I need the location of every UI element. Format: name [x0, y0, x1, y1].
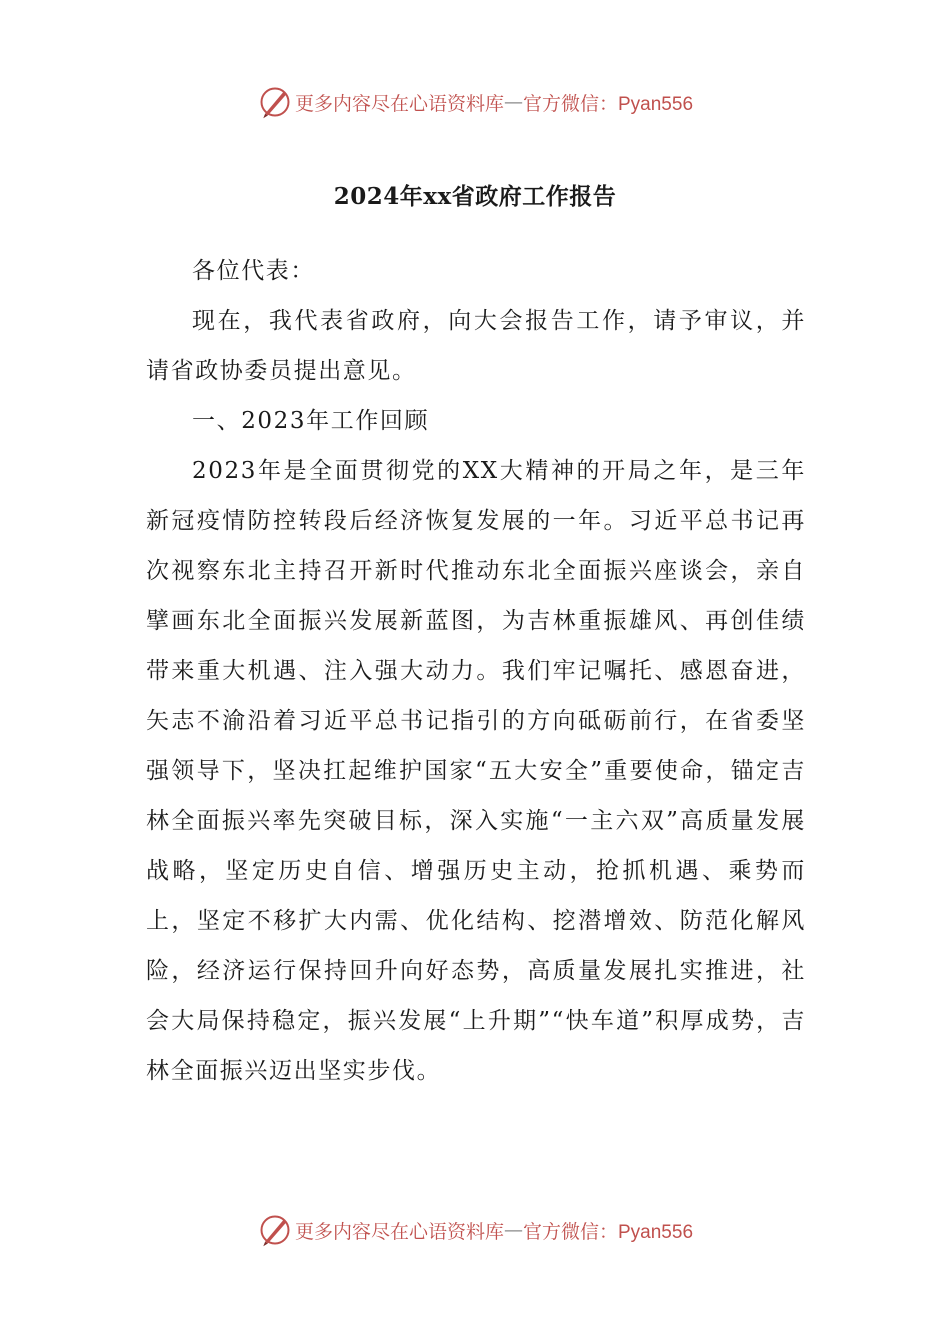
footer-watermark: [0, 1212, 950, 1248]
document-body: [146, 246, 806, 1096]
watermark-contact: 官方微信：Pyan556: [523, 1221, 694, 1243]
section-heading: 一、2023年工作回顾: [192, 408, 430, 434]
watermark-contact: 官方微信：Pyan556: [523, 93, 694, 115]
pen-circle-logo-icon: [257, 1212, 293, 1248]
pen-circle-logo-icon: [257, 84, 293, 120]
paragraph-intro: 现在，我代表省政府，向大会报告工作，请予审议，并请省政协委员提出意见。: [146, 308, 806, 384]
watermark-separator: —: [504, 91, 523, 113]
watermark-separator: —: [504, 1219, 523, 1241]
header-watermark: [0, 84, 950, 120]
watermark-text: 更多内容尽在心语资料库: [294, 92, 504, 115]
paragraph-salutation: 各位代表：: [192, 258, 315, 284]
watermark-text: 更多内容尽在心语资料库: [294, 1220, 504, 1243]
document-title: 2024年xx省政府工作报告: [333, 183, 617, 210]
paragraph-review: 2023年是全面贯彻党的XX大精神的开局之年，是三年新冠疫情防控转段后经济恢复发展的一年。习近平总书记再次视察东北主持召开新时代推动东北全面振兴座谈会，亲自擘画东北全面振兴发展新蓝图，为吉林重振雄风、再创佳绩带来重大机遇、注入强大动力。我们牢记嘱托、感恩奋进，矢志不渝沿着习近平总书记指引的方向砥砺前行，在省委坚强领导下，坚决扛起维护国家“五大安全”重要使命，锚定吉林全面振兴率先突破目标，深入实施“一主六双”高质量发展战略，坚定历史自信、增强历史主动，抢抓机遇、乘势而上，坚定不移扩大内需、优化结构、挖潜增效、防范化解风险，经济运行保持回升向好态势，高质量发展扎实推进，社会大局保持稳定，振兴发展“上升期”“快车道”积厚成势，吉林全面振兴迈出坚实步伐。: [146, 458, 806, 1084]
